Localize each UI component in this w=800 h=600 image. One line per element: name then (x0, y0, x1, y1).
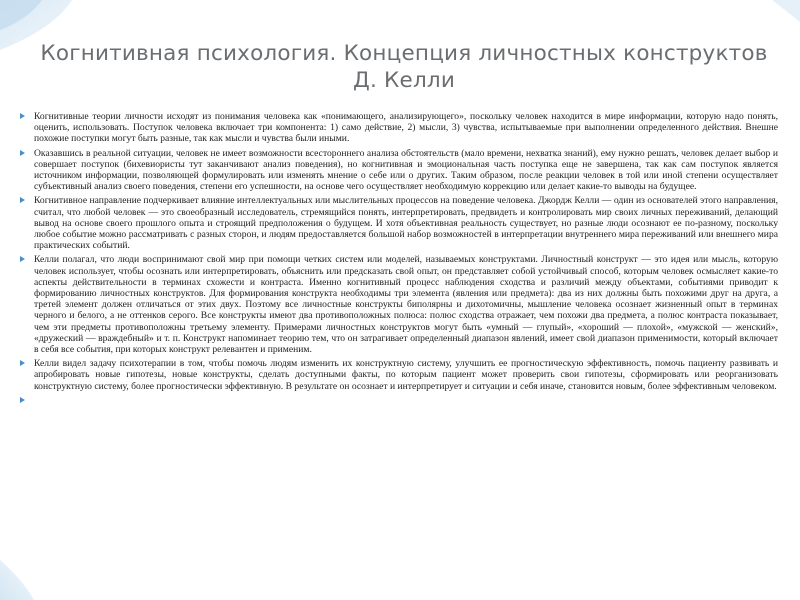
title-line-2: Д. Келли (352, 68, 455, 93)
bullet-arrow-icon (20, 397, 25, 403)
bottom-left-curve (0, 560, 34, 600)
list-item (20, 148, 778, 193)
bullet-arrow-icon (20, 150, 25, 156)
bullet-arrow-icon (20, 197, 25, 203)
paragraph-text: Келли видел задачу психотерапии в том, чтобы помочь людям изменить их конструктную систему, улучшить ее прогностическую эффективность, помочь пациенту развивать и апробировать новые гипотезы, новые конструкты, сделать доступными факты, по которым пациент может проверить свои гипотезы, сформировать или реорганизовать конструктную систему, более прогностически эффективную. В результате он осознает и интерпретирует и ситуации и себя иначе, становится новым, более эффективным человеком. (34, 358, 778, 392)
paragraph-text: Когнитивные теории личности исходят из понимания человека как «понимающего, анализирующего», поскольку человек находится в мире информации, которую надо понять, оценить, использовать. Поступок человека включает три компонента: 1) само действие, 2) мысли, 3) чувства, испытываемые при выполнении определенного действия. Внешне похожие поступки могут быть разные, так как мысли и чувства были иными. (34, 111, 778, 145)
bullet-arrow-icon (20, 256, 25, 262)
bullet-arrow-icon (20, 360, 25, 366)
list-item (20, 254, 778, 355)
list-item (20, 358, 778, 392)
list-item (20, 111, 778, 145)
title-line-1: Когнитивная психология. Концепция личностных конструктов (40, 41, 768, 66)
bullet-list (20, 111, 778, 395)
top-right-curve (772, 0, 800, 22)
bullet-arrow-icon (20, 113, 25, 119)
list-item (20, 195, 778, 251)
paragraph-text: Когнитивное направление подчеркивает влияние интеллектуальных или мыслительных процессов на поведение человека. Джордж Келли — один из основателей этого направления, считал, что любой человек — это своеобразный исследователь, стремящийся понять, интерпретировать, предвидеть и контролировать мир своих личных переживаний, делающий вывод на основе своего прошлого опыта и строящий предположения о будущем. И хотя объективная реальность существует, но разные люди осознают ее по-разному, поскольку любое событие можно рассматривать с разных сторон, и людям предоставляется большой набор возможностей в интерпретации внутреннего мира переживаний или внешнего мира практических событий. (34, 195, 778, 252)
page-title (28, 40, 780, 94)
paragraph-text: Оказавшись в реальной ситуации, человек не имеет возможности всестороннего анализа обстоятельств (мало времени, нехватка знаний), ему нужно решать, человек делает выбор и совершает поступок (бихевиористы тут заканчивают анализ поведения), но когнитивная и эмоциональная часть поступка еще не завершена, так как сам поступок является источником информации, позволяющей формулировать или изменять мнение о себе или о других. Таким образом, после реакции человек в той или иной степени осуществляет субъективный анализ своего поведения, степени его успешности, на основе чего осуществляет необходимую коррекцию или делает какие-то выводы на будущее. (34, 147, 778, 193)
paragraph-text: Келли полагал, что люди воспринимают свой мир при помощи четких систем или моделей, называемых конструктами. Личностный конструкт — это идея или мысль, которую человек использует, чтобы осознать или интерпретировать, объяснить или предсказать свой опыт, он представляет собой устойчивый способ, которым человек осмысляет какие-то аспекты действительности в терминах схожести и контраста. Именно когнитивный процесс наблюдения сходства и различий между объектами, событиями приводит к формированию личностных конструктов. Для формирования конструкта необходимы три элемента (явления или предмета): два из них должны быть похожими друг на друга, а третей элемент должен отличаться от этих двух. Поэтому все личностные конструкты биполярны и дихотомичны, мышление человека осознает жизненный опыт в терминах черного и белого, а не оттенков серого. Все конструкты имеют два противоположных полюса: полюс сходства отражает, чем похожи два предмета, а полюс контраста показывает, чем эти предметы противоположны третьему элементу. Примерами личностных конструктов могут быть «умный — глупый», «хороший — плохой», «мужской — женский», «дружеский — враждебный» и т. п. Конструкт напоминает теорию тем, что он затрагивает определенный диапазон явлений, имеет свой диапазон применимости, который включает в себя все события, при которых конструкт релевантен и применим. (34, 254, 778, 356)
